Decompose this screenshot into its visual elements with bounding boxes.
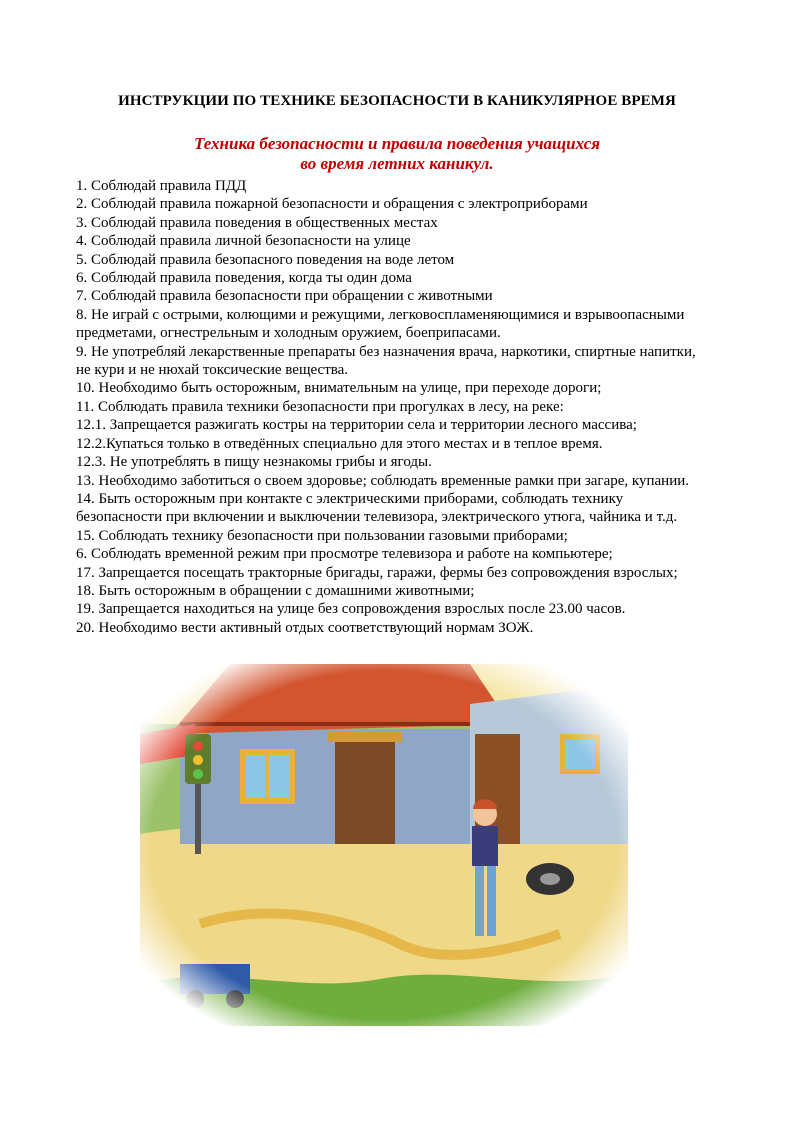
list-item: безопасности при включении и выключении телевизора, электрического утюга, чайника и т.д. [76, 509, 678, 526]
list-item: 19. Запрещается находиться на улице без сопровождения взрослых после 23.00 часов. [76, 601, 626, 618]
list-item: 20. Необходимо вести активный отдых соответствующий нормам ЗОЖ. [76, 619, 534, 636]
list-item: 8. Не играй с острыми, колющими и режущими, легковоспламеняющимися и взрывоопасными [76, 306, 685, 323]
cartoon-yard-illustration [140, 664, 628, 1026]
list-item: 9. Не употребляй лекарственные препараты без назначения врача, наркотики, спиртные напитки, [76, 343, 696, 360]
list-item: 2. Соблюдай правила пожарной безопасности и обращения с электроприборами [76, 196, 588, 213]
list-item: 3. Соблюдай правила поведения в общественных местах [76, 214, 438, 231]
list-item: 12.2.Купаться только в отведённых специально для этого местах и в теплое время. [76, 435, 603, 452]
list-item: 4. Соблюдай правила личной безопасности на улице [76, 233, 411, 250]
list-item: 18. Быть осторожным в обращении с домашними животными; [76, 582, 475, 599]
subtitle-line: Техника безопасности и правила поведения учащихся [193, 134, 601, 153]
page-title: ИНСТРУКЦИИ ПО ТЕХНИКЕ БЕЗОПАСНОСТИ В КАНИКУЛЯРНОЕ ВРЕМЯ [118, 93, 676, 109]
list-item: 15. Соблюдать технику безопасности при пользовании газовыми приборами; [76, 527, 568, 544]
list-item: 10. Необходимо быть осторожным, внимательным на улице, при переходе дороги; [76, 380, 602, 397]
list-item: 13. Необходимо заботиться о своем здоровье; соблюдать временные рамки при загаре, купании. [76, 472, 689, 489]
list-item: 11. Соблюдать правила техники безопасности при прогулках в лесу, на реке: [76, 398, 564, 415]
list-item: не кури и не нюхай токсические вещества. [76, 362, 349, 379]
list-item: предметами, огнестрельным и холодным оружием, боеприпасами. [76, 325, 501, 342]
subtitle-line: во время летних каникул. [300, 154, 494, 173]
list-item: 1. Соблюдай правила ПДД [76, 178, 247, 194]
rules-list [76, 177, 746, 637]
list-item: 17. Запрещается посещать тракторные бригады, гаражи, фермы без сопровождения взрослых; [76, 564, 678, 581]
list-item: 6. Соблюдать временной режим при просмотре телевизора и работе на компьютере; [76, 546, 613, 563]
list-item: 6. Соблюдай правила поведения, когда ты один дома [76, 270, 412, 287]
list-item: 7. Соблюдай правила безопасности при обращении с животными [76, 288, 493, 305]
list-item: 12.3. Не употреблять в пищу незнакомы грибы и ягоды. [76, 454, 432, 471]
list-item: 5. Соблюдай правила безопасного поведения на воде летом [76, 251, 455, 268]
list-item: 14. Быть осторожным при контакте с электрическими приборами, соблюдать технику [76, 490, 624, 507]
subtitle [0, 134, 794, 174]
list-item: 12.1. Запрещается разжигать костры на территории села и территории лесного массива; [76, 417, 637, 434]
